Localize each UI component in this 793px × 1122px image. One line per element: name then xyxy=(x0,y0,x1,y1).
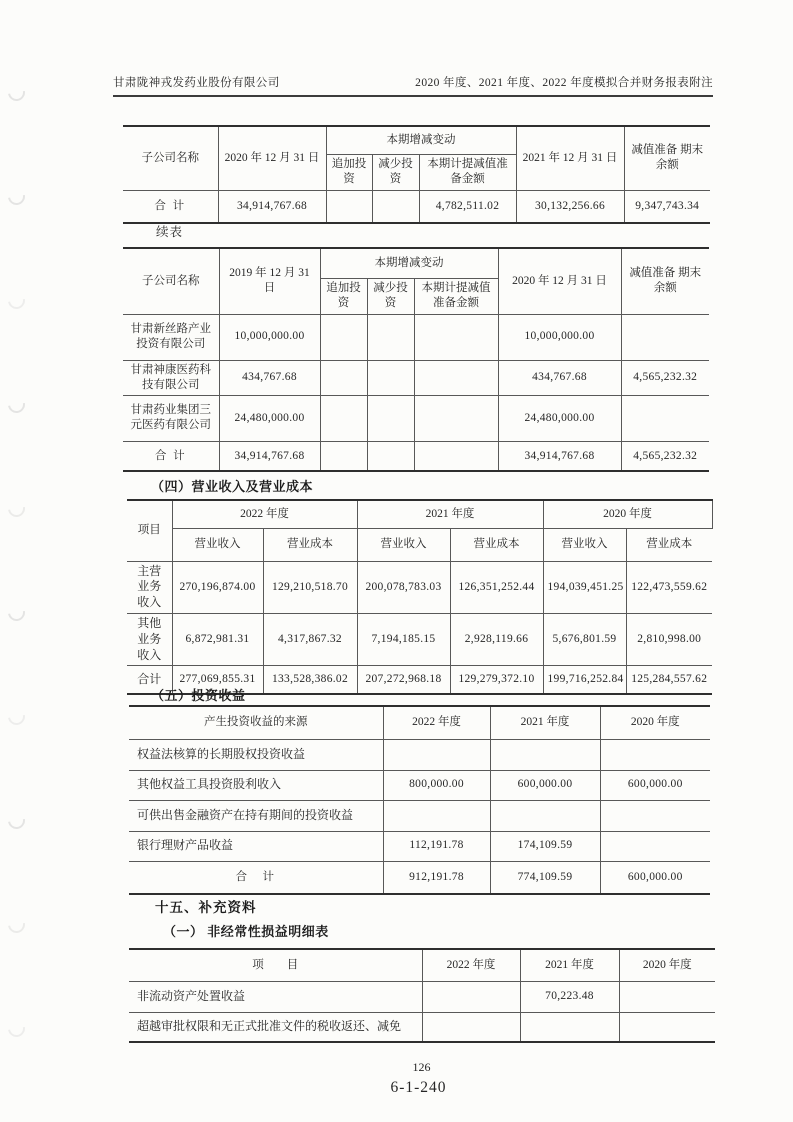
cell-2020 xyxy=(600,831,710,861)
binding-hole-mark xyxy=(5,1017,29,1041)
section-title-investment: （五）投资收益 xyxy=(151,688,246,703)
cell-2022 xyxy=(383,739,490,770)
col-impairment-ending: 减值准备 期末余额 xyxy=(621,248,709,314)
cell-2020: 600,000.00 xyxy=(600,861,710,894)
cell-subsidiary: 甘肃药业集团三元医药有限公司 xyxy=(123,395,219,441)
cell-provision xyxy=(414,441,498,471)
col-year-2020: 2020 年度 xyxy=(619,949,715,981)
cell-closing: 434,767.68 xyxy=(498,360,621,395)
binding-hole-mark xyxy=(5,913,29,937)
binding-hole-mark xyxy=(5,185,29,209)
cell-provision xyxy=(414,360,498,395)
nonrecurring-items-table xyxy=(129,948,715,1043)
cell-2022: 800,000.00 xyxy=(383,770,490,800)
cell-2022 xyxy=(422,1012,520,1042)
continued-table-label: 续表 xyxy=(156,225,184,239)
table-row xyxy=(129,770,710,800)
cell-2021 xyxy=(490,800,600,831)
cell-item: 非流动资产处置收益 xyxy=(129,981,422,1012)
cell-impairment: 4,565,232.32 xyxy=(621,441,709,471)
table-row xyxy=(129,1012,715,1042)
cell-row-label: 合 计 xyxy=(123,190,218,223)
cell-opening: 10,000,000.00 xyxy=(219,314,320,360)
col-item: 项目 xyxy=(127,500,172,561)
cell-2021-cost: 2,928,119.66 xyxy=(450,613,543,665)
cell-2021-income: 200,078,783.03 xyxy=(357,561,450,613)
cell-2021-income: 207,272,968.18 xyxy=(357,666,450,694)
cell-2021: 774,109.59 xyxy=(490,861,600,894)
col-impairment-ending: 减值准备 期末余额 xyxy=(624,126,710,190)
cell-2022-cost: 129,210,518.70 xyxy=(263,561,357,613)
table-row xyxy=(129,981,715,1012)
cell-2021-cost: 126,351,252.44 xyxy=(450,561,543,613)
cell-2020-income: 194,039,451.25 xyxy=(543,561,626,613)
cell-reduce xyxy=(367,314,414,360)
cell-2021-cost: 129,279,372.10 xyxy=(450,666,543,694)
col-reduced-investment: 减少投资 xyxy=(372,154,419,190)
cell-2022-cost: 133,528,386.02 xyxy=(263,666,357,694)
col-year-2020: 2020 年度 xyxy=(600,706,710,739)
cell-2021 xyxy=(520,1012,619,1042)
cell-2020-cost: 122,473,559.62 xyxy=(626,561,712,613)
section-title-revenue: （四）营业收入及营业成本 xyxy=(151,479,314,494)
cell-reduce xyxy=(372,190,419,223)
table-row xyxy=(129,861,710,894)
col-operating-cost: 营业成本 xyxy=(450,528,543,561)
cell-2020 xyxy=(600,800,710,831)
cell-opening: 24,480,000.00 xyxy=(219,395,320,441)
col-subsidiary-name: 子公司名称 xyxy=(123,248,219,314)
cell-provision xyxy=(414,314,498,360)
document-number: 6-1-240 xyxy=(390,1079,447,1096)
cell-opening: 34,914,767.68 xyxy=(219,441,320,471)
cell-closing: 24,480,000.00 xyxy=(498,395,621,441)
cell-2022 xyxy=(422,981,520,1012)
table-row xyxy=(123,190,710,223)
binding-hole-mark xyxy=(5,705,29,729)
cell-impairment: 4,565,232.32 xyxy=(621,360,709,395)
binding-hole-mark xyxy=(5,809,29,833)
chapter-title-supplement: 十五、补充资料 xyxy=(155,900,257,915)
col-provision-amount: 本期计提减值准备金额 xyxy=(414,278,498,314)
cell-2020-cost: 125,284,557.62 xyxy=(626,666,712,694)
cell-item: 合计 xyxy=(127,666,172,694)
col-period-change-group: 本期增减变动 xyxy=(320,248,498,278)
binding-hole-mark xyxy=(5,497,29,521)
col-operating-cost: 营业成本 xyxy=(263,528,357,561)
cell-add xyxy=(320,441,367,471)
cell-reduce xyxy=(367,395,414,441)
cell-closing: 30,132,256.66 xyxy=(516,190,624,223)
cell-add xyxy=(320,314,367,360)
cell-2020 xyxy=(600,739,710,770)
cell-2022: 912,191.78 xyxy=(383,861,490,894)
cell-add xyxy=(320,360,367,395)
col-year-2021: 2021 年度 xyxy=(520,949,619,981)
cell-source: 可供出售金融资产在持有期间的投资收益 xyxy=(129,800,383,831)
cell-closing: 34,914,767.68 xyxy=(498,441,621,471)
investment-income-table xyxy=(129,705,710,895)
table-row xyxy=(129,831,710,861)
cell-2021 xyxy=(490,739,600,770)
cell-reduce xyxy=(367,441,414,471)
table-header-row xyxy=(129,706,710,739)
cell-impairment xyxy=(621,395,709,441)
cell-add xyxy=(320,395,367,441)
col-year-2020: 2020 年度 xyxy=(543,500,712,528)
cell-impairment: 9,347,743.34 xyxy=(624,190,710,223)
cell-closing: 10,000,000.00 xyxy=(498,314,621,360)
cell-2020-income: 5,676,801.59 xyxy=(543,613,626,665)
col-item: 项 目 xyxy=(129,949,422,981)
table-row xyxy=(123,360,709,395)
col-operating-income: 营业收入 xyxy=(543,528,626,561)
table-header-row xyxy=(129,949,715,981)
cell-subsidiary: 甘肃新丝路产业投资有限公司 xyxy=(123,314,219,360)
cell-provision xyxy=(414,395,498,441)
table-row xyxy=(129,800,710,831)
cell-item: 其他业务收入 xyxy=(127,613,172,665)
col-income-source: 产生投资收益的来源 xyxy=(129,706,383,739)
table-row xyxy=(123,314,709,360)
col-year-2021: 2021 年度 xyxy=(357,500,543,528)
binding-hole-mark xyxy=(5,81,29,105)
col-closing-balance: 2020 年 12 月 31 日 xyxy=(498,248,621,314)
table-subheader-row xyxy=(127,528,712,561)
cell-opening: 34,914,767.68 xyxy=(218,190,326,223)
cell-item: 主营业务收入 xyxy=(127,561,172,613)
cell-item: 超越审批权限和无正式批准文件的税收返还、减免 xyxy=(129,1012,422,1042)
cell-2021: 174,109.59 xyxy=(490,831,600,861)
header-report-title: 2020 年度、2021 年度、2022 年度模拟合并财务报表附注 xyxy=(415,77,713,89)
cell-2022-income: 6,872,981.31 xyxy=(172,613,263,665)
cell-2020 xyxy=(619,981,715,1012)
table-header-row xyxy=(127,500,712,528)
col-operating-income: 营业收入 xyxy=(172,528,263,561)
header-company-name: 甘肃陇神戎发药业股份有限公司 xyxy=(113,77,280,89)
cell-opening: 434,767.68 xyxy=(219,360,320,395)
cell-source: 其他权益工具投资股利收入 xyxy=(129,770,383,800)
cell-2021: 70,223.48 xyxy=(520,981,619,1012)
cell-2022-income: 270,196,874.00 xyxy=(172,561,263,613)
page-number: 126 xyxy=(412,1060,431,1074)
cell-2022-income: 277,069,855.31 xyxy=(172,666,263,694)
binding-hole-mark xyxy=(5,289,29,313)
col-year-2021: 2021 年度 xyxy=(490,706,600,739)
impairment-rollforward-table-2020 xyxy=(123,247,709,472)
cell-2020: 600,000.00 xyxy=(600,770,710,800)
cell-2020-income: 199,716,252.84 xyxy=(543,666,626,694)
cell-source: 银行理财产品收益 xyxy=(129,831,383,861)
col-operating-cost: 营业成本 xyxy=(626,528,712,561)
cell-reduce xyxy=(367,360,414,395)
col-subsidiary-name: 子公司名称 xyxy=(123,126,218,190)
col-period-change-group: 本期增减变动 xyxy=(326,126,516,154)
cell-2020 xyxy=(619,1012,715,1042)
cell-source: 权益法核算的长期股权投资收益 xyxy=(129,739,383,770)
cell-2022: 112,191.78 xyxy=(383,831,490,861)
col-opening-balance: 2019 年 12 月 31 日 xyxy=(219,248,320,314)
table-row xyxy=(129,739,710,770)
cell-total-label: 合 计 xyxy=(129,861,383,894)
col-year-2022: 2022 年度 xyxy=(383,706,490,739)
cell-2021-income: 7,194,185.15 xyxy=(357,613,450,665)
col-year-2022: 2022 年度 xyxy=(172,500,357,528)
cell-2020-cost: 2,810,998.00 xyxy=(626,613,712,665)
cell-subsidiary: 甘肃神康医药科技有限公司 xyxy=(123,360,219,395)
cell-2021: 600,000.00 xyxy=(490,770,600,800)
cell-2022 xyxy=(383,800,490,831)
section-title-nonrecurring: （一） 非经常性损益明细表 xyxy=(163,924,329,939)
table-row xyxy=(123,441,709,471)
col-operating-income: 营业收入 xyxy=(357,528,450,561)
cell-add xyxy=(326,190,372,223)
table-row xyxy=(127,613,712,665)
binding-hole-mark xyxy=(5,393,29,417)
col-year-2022: 2022 年度 xyxy=(422,949,520,981)
col-closing-balance: 2021 年 12 月 31 日 xyxy=(516,126,624,190)
table-header-row xyxy=(123,126,710,154)
page-header xyxy=(113,74,713,97)
table-row xyxy=(127,561,712,613)
col-provision-amount: 本期计提减值准备金额 xyxy=(419,154,516,190)
binding-hole-mark xyxy=(5,601,29,625)
revenue-cost-table xyxy=(127,499,713,695)
col-additional-investment: 追加投资 xyxy=(326,154,372,190)
cell-2022-cost: 4,317,867.32 xyxy=(263,613,357,665)
cell-provision: 4,782,511.02 xyxy=(419,190,516,223)
col-opening-balance: 2020 年 12 月 31 日 xyxy=(218,126,326,190)
cell-impairment xyxy=(621,314,709,360)
table-header-row xyxy=(123,248,709,278)
cell-row-label: 合 计 xyxy=(123,441,219,471)
col-reduced-investment: 减少投资 xyxy=(367,278,414,314)
impairment-rollforward-table-2021 xyxy=(123,125,710,224)
col-additional-investment: 追加投资 xyxy=(320,278,367,314)
table-row xyxy=(123,395,709,441)
